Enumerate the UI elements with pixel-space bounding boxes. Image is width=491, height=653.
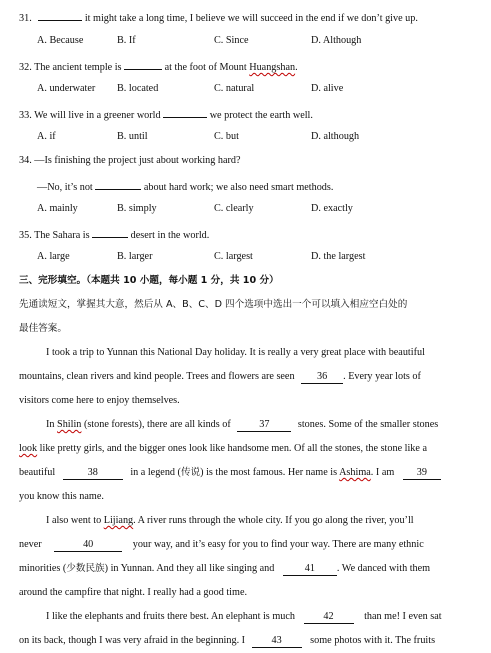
place-name: Shilin — [57, 419, 82, 430]
punctuation: . — [295, 62, 298, 73]
passage-text: like pretty girls, and the bigger ones look like handsome men. Of all the stones, the stone like a — [37, 443, 427, 454]
question-number: 31. — [19, 13, 32, 24]
passage-line — [19, 634, 435, 648]
answer-blank[interactable] — [163, 106, 207, 118]
passage-text: on its back, though I was very afraid in the beginning. I — [19, 635, 246, 646]
passage-line — [19, 466, 441, 480]
option-b[interactable]: B. until — [117, 131, 148, 142]
option-d[interactable]: D. Although — [311, 35, 362, 46]
passage-text: stones. Some of the smaller stones — [297, 419, 439, 430]
option-a[interactable]: A. if — [37, 131, 56, 142]
question-number: 32. — [19, 62, 32, 73]
passage-line — [46, 418, 438, 432]
question-text: The Sahara is — [34, 230, 90, 241]
passage-line: you know this name. — [19, 491, 104, 502]
option-c[interactable]: C. natural — [214, 83, 255, 94]
option-c[interactable]: C. but — [214, 131, 239, 142]
question-33 — [19, 106, 313, 123]
question-35 — [19, 226, 209, 243]
question-34-line2 — [37, 178, 333, 195]
passage-text: minorities ( — [19, 563, 67, 574]
cloze-blank-43[interactable]: 43 — [252, 635, 302, 648]
option-a[interactable]: A. Because — [37, 35, 84, 46]
passage-text: than me! I even sat — [364, 611, 442, 622]
place-name: Lijiang — [103, 515, 134, 526]
person-name: Ashima — [339, 467, 371, 478]
option-b[interactable]: B. simply — [117, 203, 157, 214]
option-a[interactable]: A. underwater — [37, 83, 96, 94]
answer-blank[interactable] — [92, 226, 128, 238]
question-text: about hard work; we also need smart methods. — [143, 182, 334, 193]
passage-line — [19, 370, 421, 384]
passage-line — [46, 514, 414, 528]
passage-text: ) is the most famous. Her name is — [200, 467, 340, 478]
passage-line — [19, 442, 427, 456]
passage-text: in a legend ( — [130, 467, 181, 478]
flagged-word: look — [19, 443, 38, 454]
question-text: We will live in a greener world — [34, 110, 161, 121]
passage-text: In — [46, 419, 58, 430]
place-name: Huangshan — [249, 62, 296, 73]
passage-text: never — [19, 539, 42, 550]
passage-line: visitors come here to enjoy themselves. — [19, 395, 180, 406]
passage-text: . We danced with them — [336, 563, 431, 574]
instruction-line-1: 先通读短文，掌握其大意，然后从 A、B、C、D 四个选项中选出一个可以填入相应空白处的 — [19, 299, 408, 310]
answer-blank[interactable] — [95, 178, 141, 190]
option-c[interactable]: C. largest — [214, 251, 253, 262]
option-d[interactable]: D. the largest — [311, 251, 366, 262]
question-number: 33. — [19, 110, 32, 121]
question-text: The ancient temple is — [34, 62, 122, 73]
cloze-blank-36[interactable]: 36 — [301, 371, 343, 384]
passage-text: ) in Yunnan. And they all like singing and — [104, 563, 275, 574]
passage-text: . Every year lots of — [343, 371, 421, 382]
passage-text: mountains, clean rivers and kind people. Trees and flowers are seen — [19, 371, 295, 382]
passage-text: (stone forests), there are all kinds of — [81, 419, 231, 430]
question-31 — [19, 9, 418, 26]
cloze-blank-37[interactable]: 37 — [237, 419, 291, 432]
question-text: desert in the world. — [130, 230, 210, 241]
answer-blank[interactable] — [38, 9, 82, 21]
cloze-blank-41[interactable]: 41 — [283, 563, 337, 576]
option-c[interactable]: C. clearly — [214, 203, 254, 214]
cloze-blank-42[interactable]: 42 — [304, 611, 354, 624]
question-text: we protect the earth well. — [209, 110, 313, 121]
option-c[interactable]: C. Since — [214, 35, 249, 46]
instruction-line-2: 最佳答案。 — [19, 323, 67, 334]
option-b[interactable]: B. located — [117, 83, 159, 94]
passage-line — [19, 538, 424, 552]
option-b[interactable]: B. larger — [117, 251, 153, 262]
cloze-blank-38[interactable]: 38 — [63, 467, 123, 480]
cloze-blank-39[interactable]: 39 — [403, 467, 441, 480]
answer-blank[interactable] — [124, 58, 162, 70]
question-number: 34. — [19, 155, 32, 166]
passage-line — [19, 562, 430, 576]
chinese-gloss: 传说 — [180, 467, 201, 478]
question-number: 35. — [19, 230, 32, 241]
question-32 — [19, 58, 298, 75]
passage-line: around the campfire that night. I really had a good time. — [19, 587, 248, 598]
question-34 — [19, 154, 241, 168]
passage-text: . A river runs through the whole city. If you go along the river, you’ll — [133, 515, 414, 526]
passage-text: some photos with it. The fruits — [310, 635, 436, 646]
question-text: —Is finishing the project just about working hard? — [34, 155, 241, 166]
passage-text: beautiful — [19, 467, 56, 478]
option-d[interactable]: D. alive — [311, 83, 344, 94]
passage-line: I took a trip to Yunnan this National Day holiday. It is really a very great place with beautiful — [46, 347, 425, 358]
option-a[interactable]: A. mainly — [37, 203, 78, 214]
option-b[interactable]: B. If — [117, 35, 136, 46]
passage-text: . I am — [370, 467, 395, 478]
passage-text: I also went to — [46, 515, 104, 526]
section-title: 三、完形填空。（本题共 10 小题，每小题 1 分，共 10 分） — [19, 275, 279, 286]
option-a[interactable]: A. large — [37, 251, 70, 262]
cloze-blank-40[interactable]: 40 — [54, 539, 122, 552]
passage-text: your way, and it’s easy for you to find your way. There are many ethnic — [132, 539, 424, 550]
question-text: at the foot of Mount — [164, 62, 250, 73]
passage-text: I like the elephants and fruits there best. An elephant is much — [46, 611, 295, 622]
question-text: it might take a long time, I believe we will succeed in the end if we don’t give up. — [84, 13, 418, 24]
option-d[interactable]: D. although — [311, 131, 360, 142]
question-text: —No, it’s not — [37, 182, 93, 193]
chinese-gloss: 少数民族 — [66, 563, 105, 574]
passage-line — [46, 610, 442, 624]
option-d[interactable]: D. exactly — [311, 203, 353, 214]
